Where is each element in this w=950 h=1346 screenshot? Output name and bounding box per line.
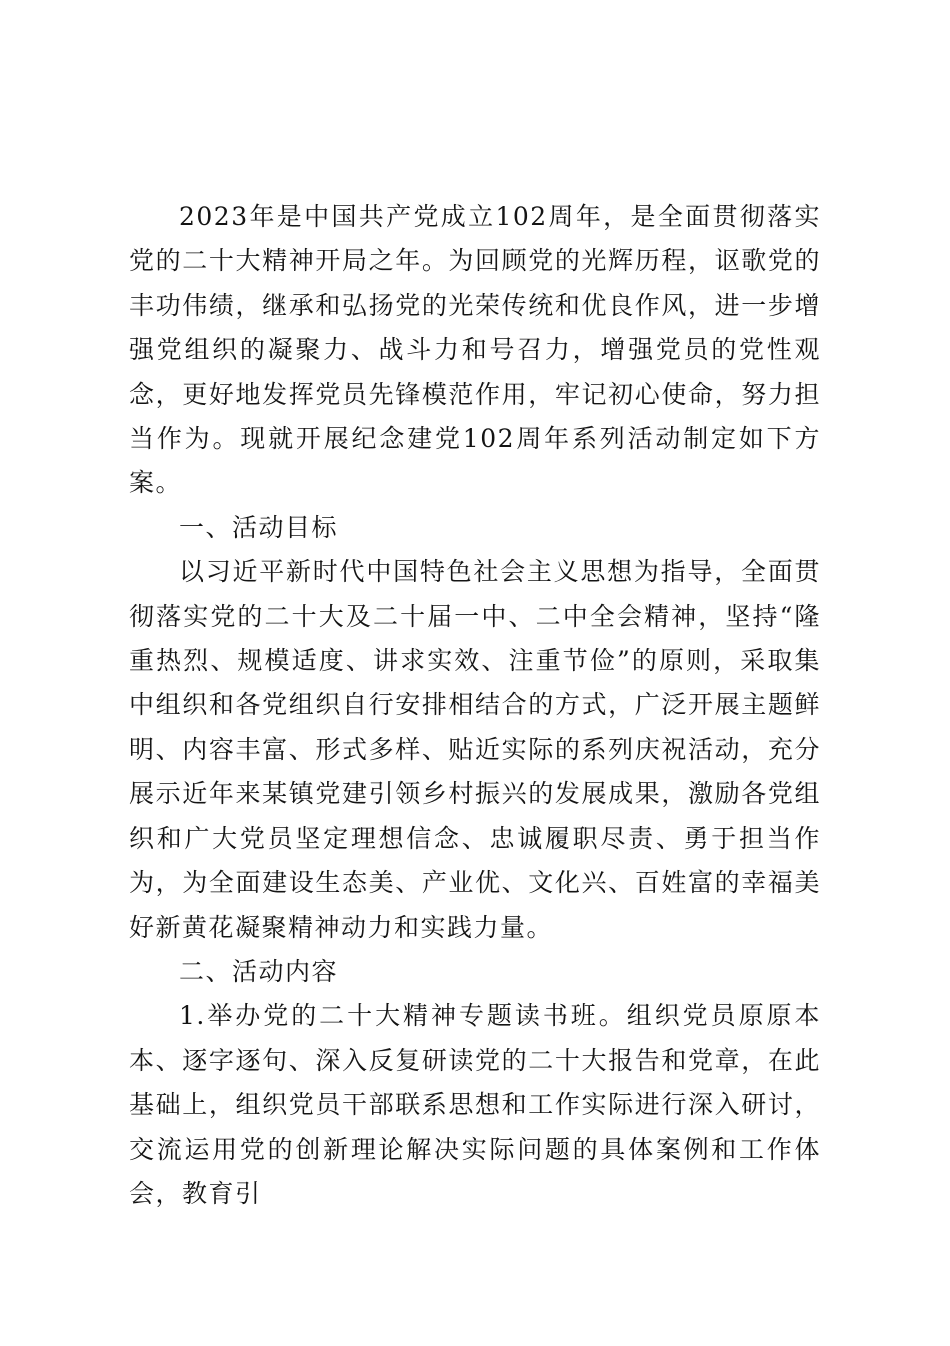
section-heading-content: 二、活动内容	[179, 956, 339, 986]
intro-paragraph: 2023年是中国共产党成立102周年，是全面贯彻落实党的二十大精神开局之年。为回顾党的光辉历程，讴歌党的丰功伟绩，继承和弘扬党的光荣传统和优良作风，进一步增强党组织的凝聚力、战斗力和号召力，增强党员的党性观念，更好地发挥党员先锋模范作用，牢记初心使命，努力担当作为。现就开展纪念建党102周年系列活动制定如下方案。	[129, 202, 821, 498]
goals-paragraph: 以习近平新时代中国特色社会主义思想为指导，全面贯彻落实党的二十大及二十届一中、二中全会精神，坚持“隆重热烈、规模适度、讲求实效、注重节俭”的原则，采取集中组织和各党组织自行安排相结合的方式，广泛开展主题鲜明、内容丰富、形式多样、贴近实际的系列庆祝活动，充分展示近年来某镇党建引领乡村振兴的发展成果，激励各党组织和广大党员坚定理想信念、忠诚履职尽责、勇于担当作为，为全面建设生态美、产业优、文化兴、百姓富的幸福美好新黄花凝聚精神动力和实践力量。	[129, 557, 821, 942]
section-heading-goals: 一、活动目标	[179, 512, 339, 542]
content-item-1-paragraph: 1.举办党的二十大精神专题读书班。组织党员原原本本、逐字逐句、深入反复研读党的二十大报告和党章，在此基础上，组织党员干部联系思想和工作实际进行深入研讨，交流运用党的创新理论解决实际问题的具体案例和工作体会，教育引	[129, 1001, 821, 1208]
document-body	[129, 195, 821, 1216]
